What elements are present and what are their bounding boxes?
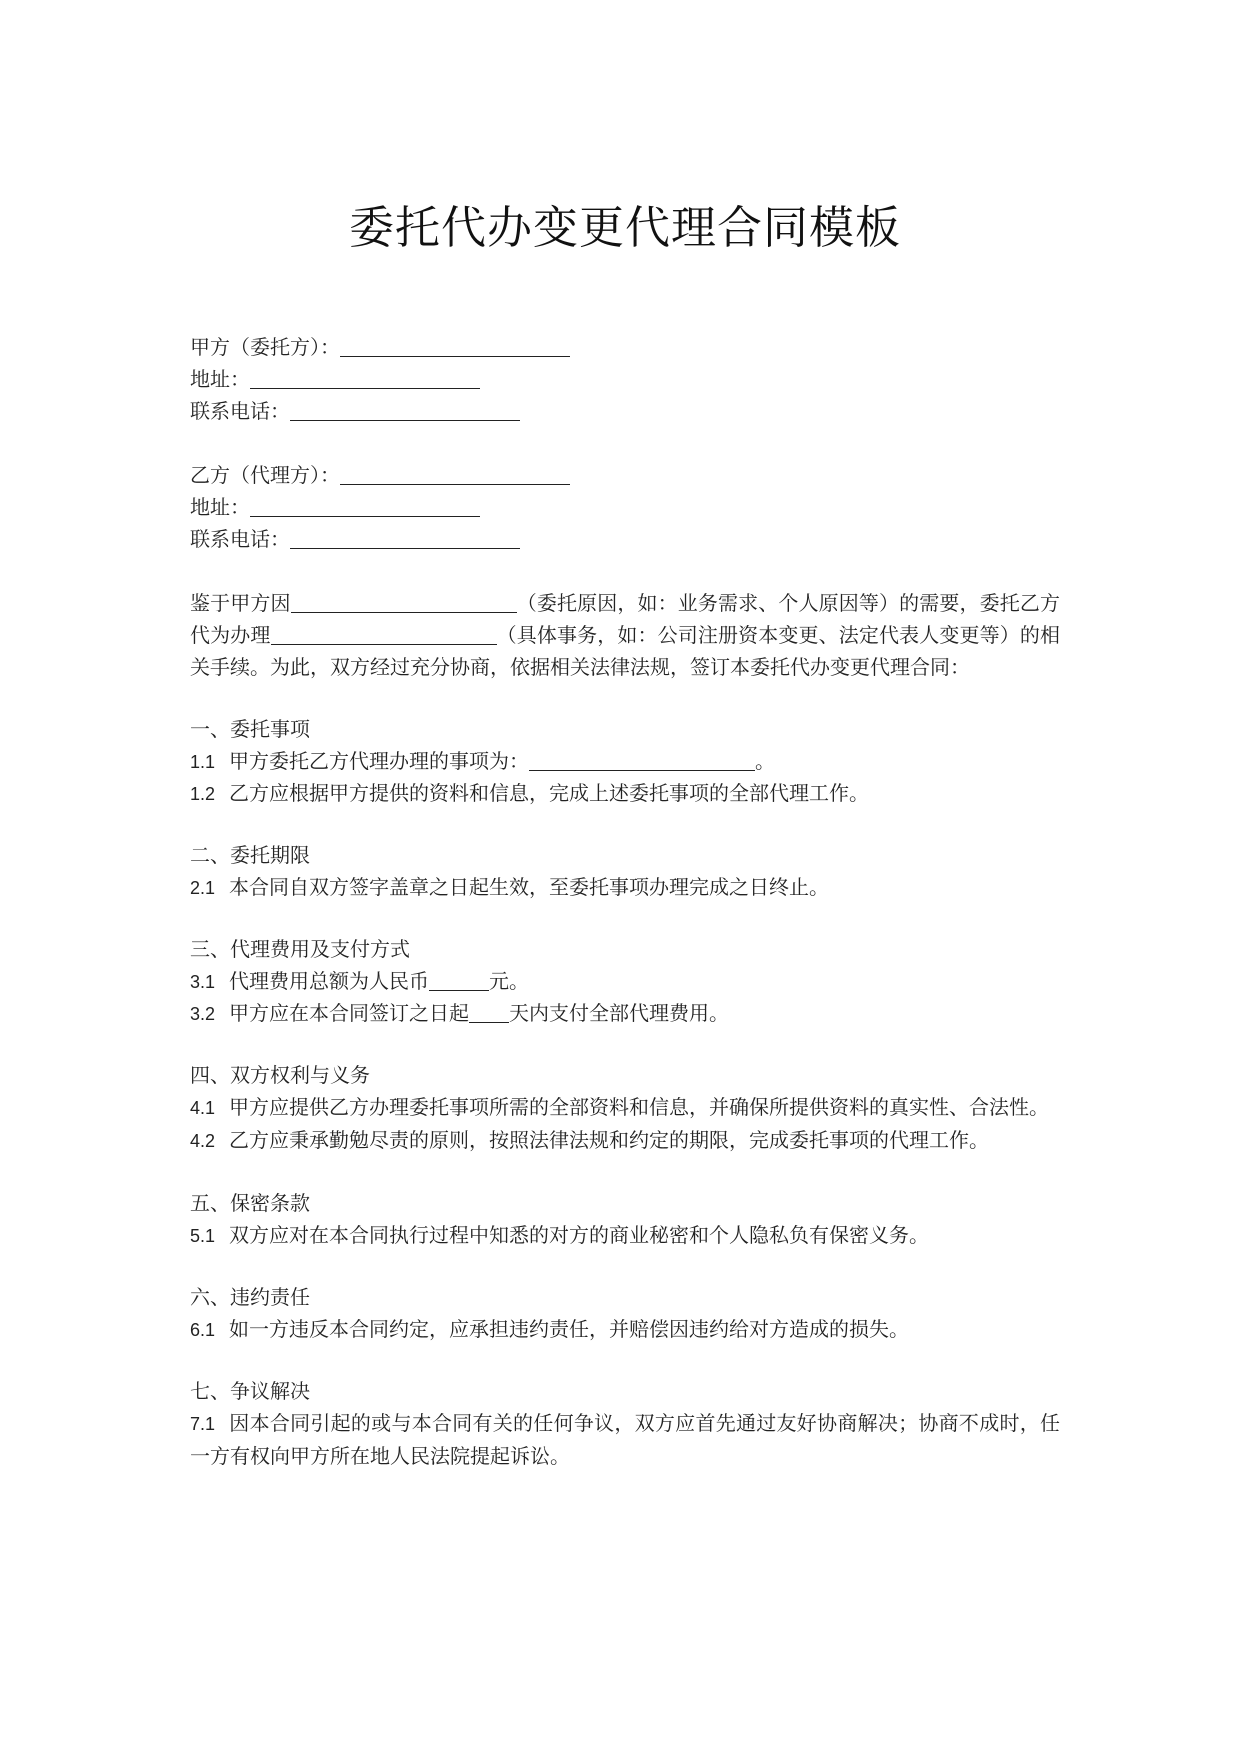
clause-text: 乙方应秉承勤勉尽责的原则，按照法律法规和约定的期限，完成委托事项的代理工作。 — [229, 1128, 990, 1152]
clause-4-1 — [190, 1091, 1060, 1124]
section-heading: 五、保密条款 — [190, 1191, 310, 1215]
clause-number: 2.1 — [190, 878, 216, 898]
spacer — [190, 1029, 1060, 1059]
spacer — [190, 903, 1060, 933]
section-heading: 一、委托事项 — [190, 717, 310, 741]
party-a-label: 甲方（委托方）： — [190, 335, 340, 359]
clause-text: 因本合同引起的或与本合同有关的任何争议，双方应首先通过友好协商解决；协商不成时，任一方有权向甲方所在地人民法院提起诉讼。 — [190, 1411, 1060, 1468]
clause-3-1 — [190, 965, 1060, 997]
document-page — [190, 0, 1060, 1753]
clause-number: 1.1 — [190, 752, 216, 772]
clause-text: 代理费用总额为人民币 — [229, 969, 430, 993]
section-heading: 六、违约责任 — [190, 1285, 310, 1309]
clause-5-1 — [190, 1219, 1060, 1251]
clause-text: 如一方违反本合同约定，应承担违约责任，并赔偿因违约给对方造成的损失。 — [229, 1317, 910, 1341]
section-5 — [190, 1187, 1060, 1251]
party-b-phone-blank[interactable] — [290, 526, 520, 549]
spacer — [190, 683, 1060, 713]
party-a-block — [190, 331, 1060, 427]
party-b-address-label: 地址： — [190, 495, 250, 519]
party-a-phone-line — [190, 395, 1060, 427]
clause-number: 7.1 — [190, 1414, 216, 1434]
section-heading: 三、代理费用及支付方式 — [190, 937, 410, 961]
payment-days-blank[interactable] — [469, 1000, 509, 1023]
section-1 — [190, 713, 1060, 809]
spacer — [190, 809, 1060, 839]
spacer — [190, 555, 1060, 587]
section-heading: 二、委托期限 — [190, 843, 310, 867]
section-2 — [190, 839, 1060, 903]
section-heading: 四、双方权利与义务 — [190, 1063, 370, 1087]
party-a-phone-blank[interactable] — [290, 398, 520, 421]
clause-7-1 — [190, 1407, 1060, 1472]
party-a-address-blank[interactable] — [250, 366, 480, 389]
party-b-label: 乙方（代理方）： — [190, 463, 340, 487]
reason-blank[interactable] — [291, 590, 517, 613]
document-title: 委托代办变更代理合同模板 — [348, 201, 901, 254]
section-6 — [190, 1281, 1060, 1345]
clause-6-1 — [190, 1313, 1060, 1345]
clause-text: 乙方应根据甲方提供的资料和信息，完成上述委托事项的全部代理工作。 — [229, 781, 870, 805]
clause-text: 甲方应在本合同签订之日起 — [229, 1001, 470, 1025]
clause-number: 4.2 — [190, 1131, 216, 1151]
matter-blank[interactable] — [271, 622, 497, 645]
party-a-name-line — [190, 331, 1060, 363]
clause-text: 甲方应提供乙方办理委托事项所需的全部资料和信息，并确保所提供资料的真实性、合法性。 — [229, 1095, 1050, 1119]
clause-number: 5.1 — [190, 1226, 216, 1246]
party-b-address-line — [190, 491, 1060, 523]
party-a-phone-label: 联系电话： — [190, 399, 290, 423]
clause-2-1 — [190, 871, 1060, 903]
clause-4-2 — [190, 1124, 1060, 1157]
party-b-phone-label: 联系电话： — [190, 527, 290, 551]
clause-text-end: 元。 — [489, 969, 530, 993]
party-b-phone-line — [190, 523, 1060, 555]
document-body — [190, 331, 1060, 1472]
clause-number: 3.1 — [190, 972, 216, 992]
party-b-block — [190, 459, 1060, 555]
party-a-address-label: 地址： — [190, 367, 250, 391]
clause-number: 1.2 — [190, 784, 216, 804]
spacer — [190, 1251, 1060, 1281]
party-a-address-line — [190, 363, 1060, 395]
entrusted-matter-blank[interactable] — [529, 748, 755, 771]
clause-text: 双方应对在本合同执行过程中知悉的对方的商业秘密和个人隐私负有保密义务。 — [229, 1223, 930, 1247]
preamble-text-2: （委托原因，如：业务需求、个人原因等）的需要，委托乙方代为办理 — [190, 591, 1060, 647]
preamble-text-1: 鉴于甲方因 — [190, 591, 291, 615]
clause-text-end: 天内支付全部代理费用。 — [509, 1001, 730, 1025]
clause-number: 6.1 — [190, 1320, 216, 1340]
spacer — [190, 1157, 1060, 1187]
spacer — [190, 1345, 1060, 1375]
party-b-address-blank[interactable] — [250, 494, 480, 517]
fee-amount-blank[interactable] — [429, 968, 489, 991]
spacer — [190, 427, 1060, 459]
preamble-paragraph — [190, 587, 1060, 683]
clause-1-2 — [190, 777, 1060, 809]
clause-text: 本合同自双方签字盖章之日起生效，至委托事项办理完成之日终止。 — [229, 875, 830, 899]
clause-text: 甲方委托乙方代理办理的事项为： — [229, 749, 530, 773]
section-7 — [190, 1375, 1060, 1472]
section-3 — [190, 933, 1060, 1029]
clause-number: 3.2 — [190, 1004, 216, 1024]
clause-number: 4.1 — [190, 1098, 216, 1118]
section-4 — [190, 1059, 1060, 1157]
preamble-text-3: （具体事务，如：公司注册资本变更、法定代表人变更等）的相关手续。为此，双方经过充分协商，依据相关法律法规，签订本委托代办变更代理合同： — [190, 623, 1060, 679]
party-a-name-blank[interactable] — [340, 334, 570, 357]
clause-1-1 — [190, 745, 1060, 777]
section-heading: 七、争议解决 — [190, 1379, 310, 1403]
clause-3-2 — [190, 997, 1060, 1029]
party-b-name-blank[interactable] — [340, 462, 570, 485]
clause-text-end: 。 — [755, 749, 776, 773]
party-b-name-line — [190, 459, 1060, 491]
